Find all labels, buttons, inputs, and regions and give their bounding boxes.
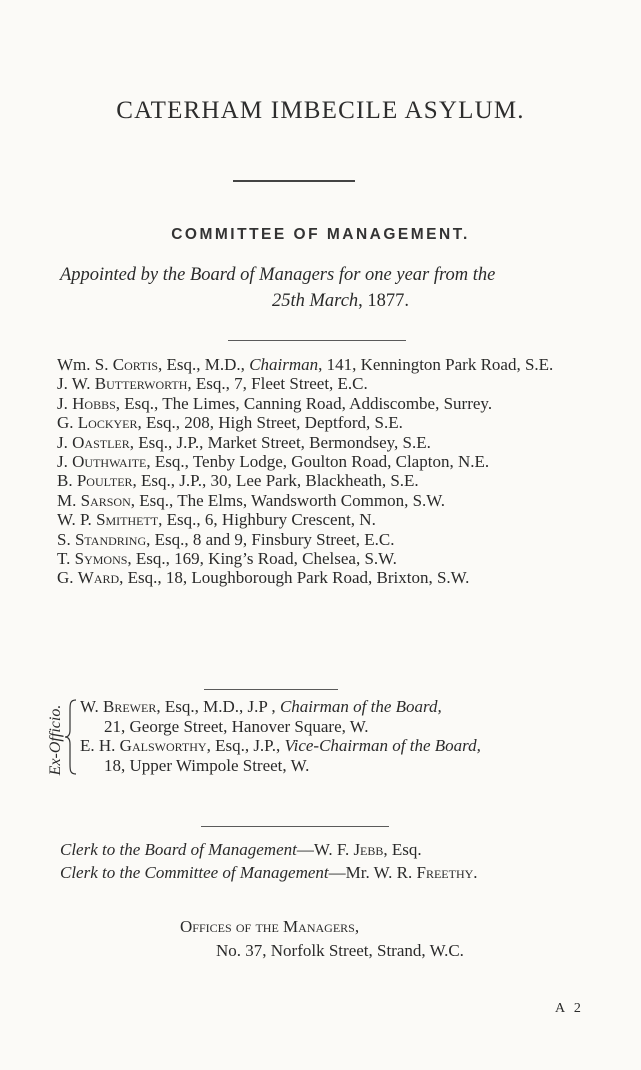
member-surname: Oastler (72, 432, 130, 452)
member-initials: J. (57, 432, 73, 452)
section-rule-1 (228, 340, 406, 341)
member-initials: J. (57, 452, 73, 472)
member-surname: Lockyer (77, 413, 138, 433)
section-rule-2 (204, 689, 338, 690)
ex-officio-address: 21, George Street, Hanover Square, W. (104, 716, 369, 736)
member-surname: Butterworth (94, 374, 188, 394)
appointed-text: Appointed by the Board of Managers for one year from the (60, 265, 496, 285)
ex-officio-initials: W. (80, 697, 103, 716)
member-entry (57, 568, 597, 587)
member-entry (57, 394, 597, 413)
clerk-committee-post: . (473, 863, 478, 882)
clerk-board-label: Clerk to the Board of Management (60, 840, 297, 859)
member-entry (57, 510, 597, 529)
clerk-board (60, 840, 600, 860)
clerk-committee-name: Freethy (416, 863, 474, 882)
offices-block (180, 915, 600, 963)
member-address: , Esq., 18, Loughborough Park Road, Brixton, S.W. (119, 568, 470, 588)
offices-address: No. 37, Norfolk Street, Strand, W.C. (216, 941, 464, 960)
member-entry (57, 530, 597, 549)
members-list (57, 355, 597, 588)
member-address: , Esq., The Elms, Wandsworth Common, S.W. (130, 490, 446, 510)
member-initials: B. (57, 471, 77, 491)
member-address: , Esq., 169, King’s Road, Chelsea, S.W. (127, 549, 397, 569)
ex-officio-label-text: Ex-Officio. (47, 704, 64, 776)
clerk-committee (60, 863, 600, 883)
member-surname: Cortis (112, 355, 159, 374)
member-surname: Outhwaite (72, 452, 147, 472)
appointed-month: March (309, 291, 359, 311)
document-title: CATERHAM IMBECILE ASYLUM. (116, 97, 525, 124)
member-entry (57, 433, 597, 452)
member-address: , Esq., 6, Highbury Crescent, N. (158, 510, 376, 530)
member-surname: Smithett (96, 510, 159, 530)
section-rule-3 (201, 826, 389, 827)
appointed-day: 25th (272, 291, 305, 311)
member-address: , Esq., J.P., 30, Lee Park, Blackheath, S.E. (132, 471, 419, 491)
member-initials: M. (57, 490, 81, 510)
member-surname: Poulter (76, 471, 133, 491)
appointed-statement (60, 262, 590, 314)
member-role: Chairman (249, 355, 319, 374)
member-credentials: , Esq., M.D., (158, 355, 250, 374)
clerk-board-post: , Esq. (383, 840, 422, 859)
signature-mark: A 2 (555, 1001, 584, 1016)
member-initials: W. P. (57, 510, 97, 530)
member-initials: Wm. S. (57, 355, 113, 374)
member-entry (57, 549, 597, 568)
appointed-year: , 1877. (358, 291, 410, 311)
member-entry (57, 355, 597, 374)
member-address: , Esq., 7, Fleet Street, E.C. (187, 374, 368, 394)
ex-officio-line (80, 697, 600, 717)
member-initials: J. (57, 393, 73, 413)
brace-icon (64, 698, 78, 776)
ex-officio-surname: Brewer (103, 697, 157, 716)
ex-officio-surname: Galsworthy (119, 736, 207, 755)
clerk-board-dash: —W. F. (296, 840, 354, 859)
member-address: , Esq., 8 and 9, Finsbury Street, E.C. (146, 529, 395, 549)
ex-officio-role: Vice-Chairman of the Board, (284, 736, 481, 755)
ex-officio-credentials: , Esq., J.P., (206, 736, 285, 755)
member-surname: Standring (74, 529, 147, 549)
ex-officio-initials: E. H. (80, 736, 120, 755)
member-address: , Esq., J.P., Market Street, Bermondsey, S.E. (129, 432, 431, 452)
member-surname: Symons (74, 549, 128, 569)
ex-officio-list (80, 697, 600, 775)
clerk-board-name: Jebb (353, 840, 384, 859)
title-rule (233, 180, 355, 182)
clerk-committee-dash: —Mr. W. R. (328, 863, 417, 882)
ex-officio-label (47, 699, 65, 781)
committee-heading: COMMITTEE OF MANAGEMENT. (171, 226, 470, 243)
ex-officio-role: Chairman of the Board, (279, 697, 442, 716)
member-address: , 141, Kennington Park Road, S.E. (318, 355, 554, 374)
member-initials: S. (57, 529, 75, 549)
member-surname: Ward (77, 568, 120, 588)
member-initials: G. (57, 413, 78, 433)
member-initials: J. W. (57, 374, 95, 394)
ex-officio-credentials: , Esq., M.D., J.P , (156, 697, 280, 716)
member-initials: G. (57, 568, 78, 588)
member-address: , Esq., 208, High Street, Deptford, S.E. (137, 413, 403, 433)
member-initials: T. (57, 549, 75, 569)
clerk-committee-label: Clerk to the Committee of Management (60, 863, 329, 882)
member-surname: Hobbs (72, 393, 116, 413)
ex-officio-entry (80, 736, 600, 775)
member-entry (57, 471, 597, 490)
ex-officio-address: 18, Upper Wimpole Street, W. (104, 755, 310, 775)
ex-officio-line (80, 736, 600, 756)
member-address: , Esq., The Limes, Canning Road, Addiscombe, Surrey. (115, 393, 493, 413)
member-entry (57, 452, 597, 471)
offices-heading: Offices of the Managers, (180, 917, 360, 936)
member-entry (57, 491, 597, 510)
member-address: , Esq., Tenby Lodge, Goulton Road, Clapton, N.E. (146, 452, 490, 472)
member-entry (57, 374, 597, 393)
member-surname: Sarson (80, 490, 131, 510)
member-entry (57, 413, 597, 432)
ex-officio-entry (80, 697, 600, 736)
